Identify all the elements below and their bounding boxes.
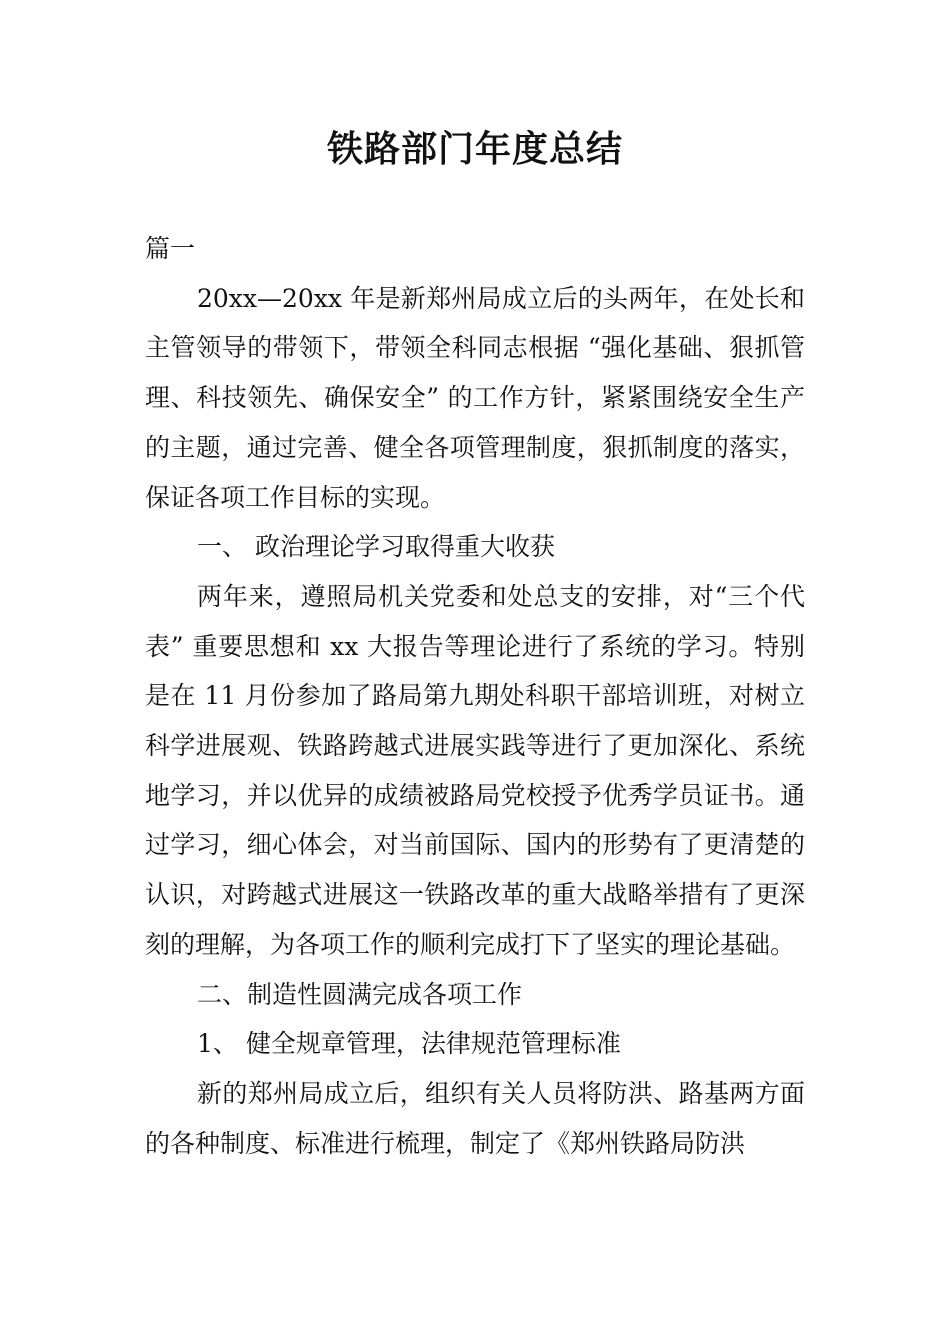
subsection-heading: 1、 健全规章管理，法律规范管理标准 [197,1029,621,1059]
document-title: 铁路部门年度总结 [326,129,623,170]
section-label: 篇一 [145,234,196,263]
rules-paragraph: 新的郑州局成立后，组织有关人员将防洪、路基两方面的各种制度、标准进行梳理，制定了《郑州铁路局防洪 [145,1078,805,1158]
intro-paragraph: 20xx—20xx 年是新郑州局成立后的头两年，在处长和主管领导的带领下，带领全科同志根据 “强化基础、狠抓管理、科技领先、确保安全” 的工作方针，紧紧围绕安全生产的主题，通过完善、健全各项管理制度，狠抓制度的落实，保证各项工作目标的实现。 [145,283,805,512]
document-body [145,224,805,1168]
section-heading: 二、制造性圆满完成各项工作 [197,979,523,1009]
study-paragraph: 两年来，遵照局机关党委和处总支的安排，对“三个代表” 重要思想和 xx 大报告等理论进行了系统的学习。特别是在 11 月份参加了路局第九期处科职干部培训班，对树立科学进展观、铁路跨越式进展实践等进行了更加深化、系统地学习，并以优异的成绩被路局党校授予优秀学员证书。通过学习，细心体会，对当前国际、国内的形势有了更清楚的认识，对跨越式进展这一铁路改革的重大战略举措有了更深刻的理解，为各项工作的顺利完成打下了坚实的理论基础。 [145,581,805,959]
section-heading: 一、 政治理论学习取得重大收获 [197,532,555,562]
